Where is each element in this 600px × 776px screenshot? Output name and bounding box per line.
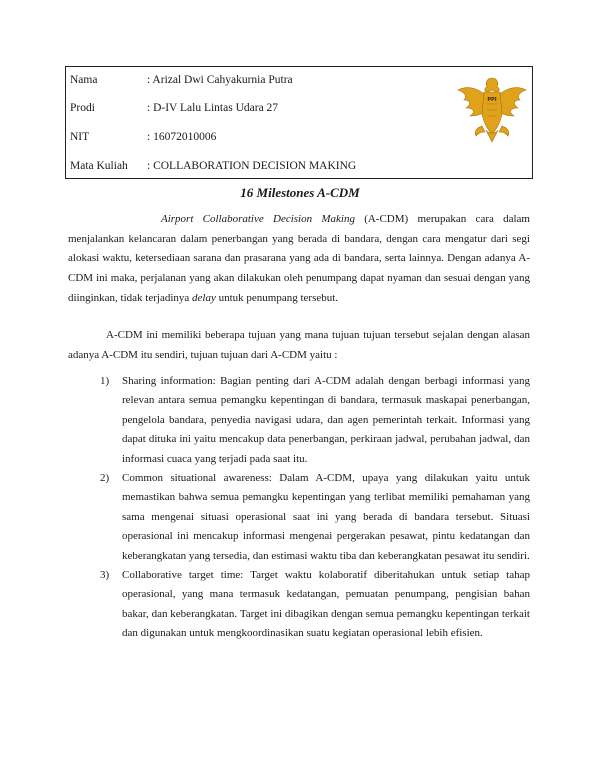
- list-item-number: 2): [100, 472, 110, 485]
- info-value: : COLLABORATION DECISION MAKING: [147, 160, 357, 172]
- info-label: Mata Kuliah: [70, 160, 128, 172]
- paragraph-intro-text-a: (A-CDM) merupakan cara dalam menjalankan kelancaran dalam penerbangan yang berada di bandara, dengan cara mengatur dari segi alokasi waktu, ketersediaan sarana dan prasarana yang ada di bandara, serta lainnya. Dengan adanya A-CDM ini maka, perjalanan yang akan dilakukan oleh penumpang dapat nyaman dan sesuai dengan yang diinginkan, tidak terjadinya: [68, 213, 530, 304]
- paragraph-intro: [68, 210, 530, 309]
- info-value: : Arizal Dwi Cahyakurnia Putra: [147, 74, 293, 86]
- info-row-nit: [70, 130, 216, 144]
- list-item: [100, 372, 530, 469]
- info-row-nama: [70, 73, 293, 87]
- list-item: [100, 566, 530, 644]
- info-value: : D-IV Lalu Lintas Udara 27: [147, 102, 279, 114]
- paragraph-goals: A-CDM ini memiliki beberapa tujuan yang mana tujuan tujuan tersebut sejalan dengan alasan adanya A-CDM itu sendiri, tujuan tujuan dari A-CDM yaitu :: [68, 329, 530, 361]
- paragraph-intro-text-b: untuk penumpang tersebut.: [215, 291, 339, 304]
- info-label: NIT: [70, 131, 90, 143]
- info-label: Prodi: [70, 102, 95, 114]
- list-item-number: 3): [100, 569, 110, 582]
- info-row-mata-kuliah: [70, 159, 356, 173]
- info-row-prodi: [70, 101, 278, 115]
- paragraph-intro-italic: Airport Collaborative Decision Making: [161, 213, 355, 225]
- info-label: Nama: [70, 74, 98, 86]
- info-value: : 16072010006: [147, 131, 217, 143]
- list-item: [100, 469, 530, 566]
- list-item-text: Common situational awareness: Dalam A-CDM, upaya yang dilakukan yaitu untuk memastikan bahwa semua pemangku kepentingan yang terlibat memiliki pemahaman yang sama mengenai situasi operasional saat ini yang berada di bandara tersebut. Situasi operasional ini mencakup informasi mengenai pergerakan pesawat, pintu kedatangan dan keberangkatan yang tersedia, dan estimasi waktu tiba dan keberangkatan pesawat itu sendiri.: [122, 472, 530, 562]
- institution-logo: [454, 70, 530, 146]
- logo-lettering: PPI: [487, 97, 497, 103]
- document-title: 16 Milestones A-CDM: [240, 185, 360, 200]
- list-item-text: Sharing information: Bagian penting dari A-CDM adalah dengan berbagi informasi yang relevan antara semua pemangku kepentingan di bandara, termasuk maskapai penerbangan, pengelola bandara, penyedia navigasi udara, dan agen pemerintah terkait. Informasi yang dapat dituka ini yaitu mencakup data penerbangan, perkiraan jadwal, perubahan jadwal, dan informasi cuaca yang terjadi pada saat itu.: [122, 375, 530, 465]
- list-item-text: Collaborative target time: Target waktu kolaboratif diberitahukan untuk setiap tahap operasional, yang mana termasuk kedatangan, pemuatan penumpang, pengisian bahan bakar, dan keberangkatan. Target ini dibagikan dengan semua pemangku kepentingan terkait dan digunakan untuk mengkoordinasikan suatu kegiatan operasional lebih efisien.: [122, 569, 530, 640]
- goals-list: [100, 372, 530, 644]
- list-item-number: 1): [100, 375, 110, 387]
- paragraph-intro-italic-delay: delay: [192, 291, 216, 304]
